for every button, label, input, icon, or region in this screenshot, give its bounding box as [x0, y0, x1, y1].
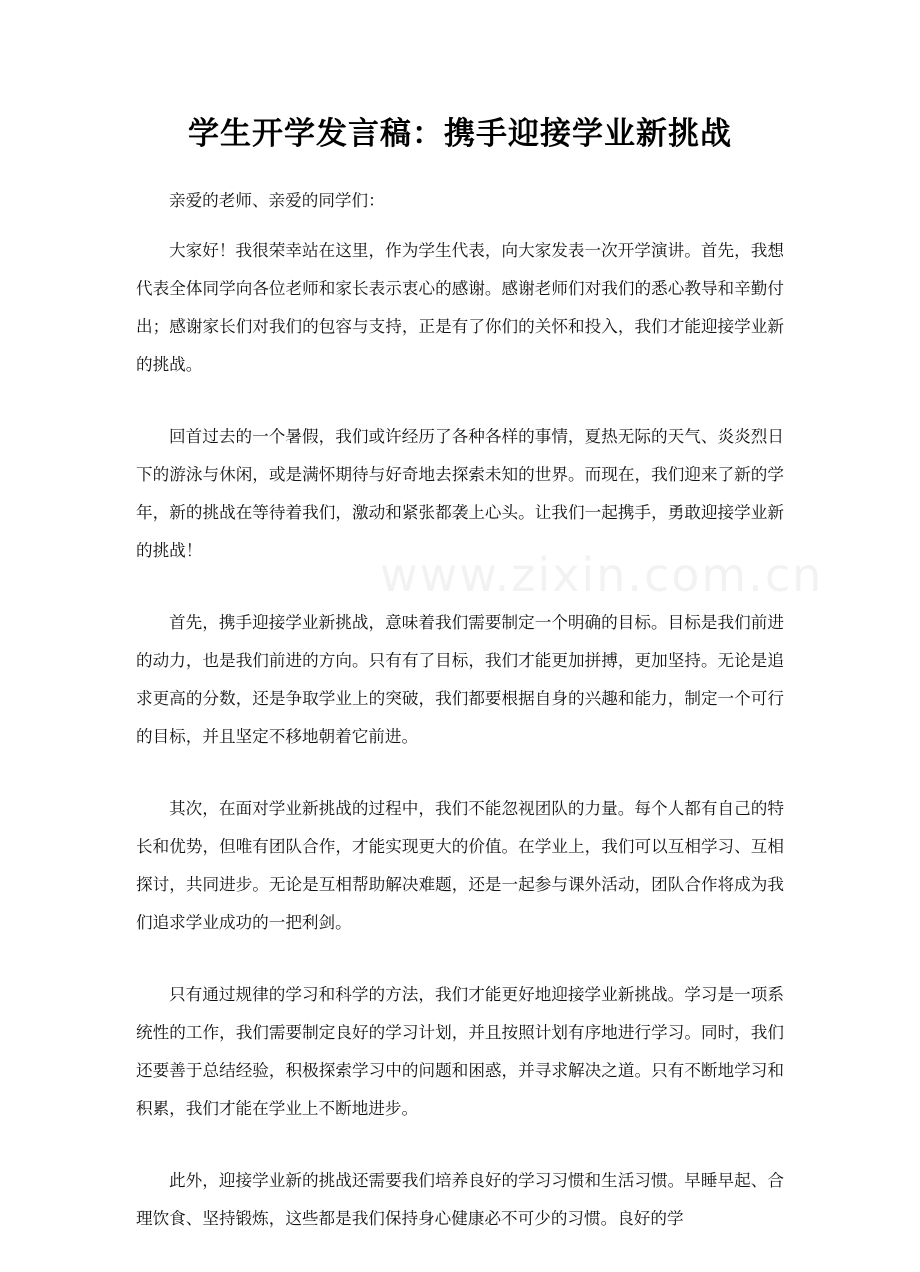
greeting-paragraph: 大家好！我很荣幸站在这里，作为学生代表，向大家发表一次开学演讲。首先，我想代表全体同学向各位老师和家长表示衷心的感谢。感谢老师们对我们的悉心教导和辛勤付出；感谢家长们对我们的包容与支持，正是有了你们的关怀和投入，我们才能迎接学业新的挑战。	[136, 241, 784, 374]
watermark: www.zixin.com.cn	[380, 548, 824, 602]
document-body	[136, 182, 784, 1272]
salutation-paragraph: 亲爱的老师、亲爱的同学们：	[169, 191, 385, 210]
summer-recap-paragraph: 回首过去的一个暑假，我们或许经历了各种各样的事情，夏热无际的天气、炎炎烈日下的游泳与休闲，或是满怀期待与好奇地去探索未知的世界。而现在，我们迎来了新的学年，新的挑战在等待着我们，激动和紧张都袭上心头。让我们一起携手，勇敢迎接学业新的挑战！	[136, 427, 784, 560]
habits-paragraph: 此外，迎接学业新的挑战还需要我们培养良好的学习习惯和生活习惯。早睡早起、合理饮食、坚持锻炼，这些都是我们保持身心健康必不可少的习惯。良好的学	[136, 1171, 784, 1228]
goals-paragraph: 首先，携手迎接学业新挑战，意味着我们需要制定一个明确的目标。目标是我们前进的动力，也是我们前进的方向。只有有了目标，我们才能更加拼搏，更加坚持。无论是追求更高的分数，还是争取学业上的突破，我们都要根据自身的兴趣和能力，制定一个可行的目标，并且坚定不移地朝着它前进。	[136, 613, 784, 746]
teamwork-paragraph: 其次，在面对学业新挑战的过程中，我们不能忽视团队的力量。每个人都有自己的特长和优势，但唯有团队合作，才能实现更大的价值。在学业上，我们可以互相学习、互相探讨，共同进步。无论是互相帮助解决难题，还是一起参与课外活动，团队合作将成为我们追求学业成功的一把利剑。	[136, 799, 784, 932]
study-method-paragraph: 只有通过规律的学习和科学的方法，我们才能更好地迎接学业新挑战。学习是一项系统性的工作，我们需要制定良好的学习计划，并且按照计划有序地进行学习。同时，我们还要善于总结经验，积极探索学习中的问题和困惑，并寻求解决之道。只有不断地学习和积累，我们才能在学业上不断地进步。	[136, 985, 784, 1118]
document-title: 学生开学发言稿：携手迎接学业新挑战	[188, 116, 732, 152]
